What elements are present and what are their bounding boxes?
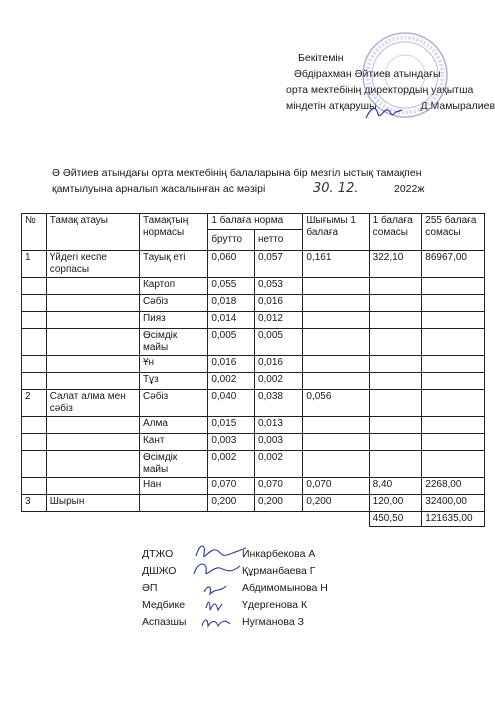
sum1-value — [369, 329, 422, 356]
director-name: Д.Мамыралиев — [420, 100, 495, 112]
header-num: № — [22, 214, 47, 251]
signature-name: Құрманбаева Г — [242, 565, 316, 577]
dish-name — [46, 295, 139, 312]
table-row — [22, 495, 485, 512]
yield-value — [303, 434, 369, 451]
total-sum1: 450,50 — [369, 512, 422, 527]
table-row — [22, 390, 485, 417]
table-row — [22, 356, 485, 373]
sum1-value — [369, 417, 422, 434]
sum1-value: 120,00 — [369, 495, 422, 512]
row-num: 2 — [22, 390, 47, 417]
table-header-row — [22, 214, 485, 230]
brutto-value: 0,070 — [208, 478, 255, 495]
ingredient: Картоп — [139, 278, 207, 295]
header-norm: Тамақтың нормасы — [139, 214, 207, 251]
header-sum1: 1 балаға сомасы — [369, 214, 422, 251]
sum1-value — [369, 312, 422, 329]
approval-line-2: Әбдірахман Әйтиев атындағы — [294, 68, 441, 80]
row-num — [22, 295, 47, 312]
header-name: Тамақ атауы — [46, 214, 139, 251]
netto-value: 0,016 — [254, 356, 302, 373]
ingredient: Пияз — [139, 312, 207, 329]
row-num — [22, 329, 47, 356]
brutto-value: 0,060 — [208, 251, 255, 278]
ingredient: Алма — [139, 417, 207, 434]
yield-value — [303, 451, 369, 478]
approval-position: міндетін атқарушы — [286, 100, 377, 112]
menu-year: 2022ж — [394, 183, 425, 195]
sum255-value — [422, 278, 485, 295]
sum255-value — [422, 434, 485, 451]
sum255-value — [422, 312, 485, 329]
sum255-value — [422, 295, 485, 312]
dish-name — [46, 373, 139, 390]
approval-line-1: Бекітемін — [298, 52, 344, 64]
sum1-value — [369, 295, 422, 312]
ingredient: Өсімдік майы — [139, 329, 207, 356]
sum255-value — [422, 356, 485, 373]
document-title — [52, 165, 462, 197]
signature-role: ДШЖО — [142, 565, 177, 577]
netto-value: 0,053 — [254, 278, 302, 295]
signature-role: ӘП — [142, 582, 158, 594]
yield-value — [303, 329, 369, 356]
dish-name: Үйдегі кеспе сорпасы — [46, 251, 139, 278]
table-row — [22, 329, 485, 356]
sum255-value — [422, 329, 485, 356]
total-sum255: 121635,00 — [422, 512, 485, 527]
title-line-2: қамтылуына арналып жасалынған ас мәзірі — [52, 183, 266, 195]
dish-name — [46, 356, 139, 373]
sum255-value — [422, 390, 485, 417]
netto-value: 0,038 — [254, 390, 302, 417]
signature-name: Нугманова З — [242, 616, 304, 628]
table-row — [22, 295, 485, 312]
signature-name: Абдимомынова Н — [242, 582, 328, 594]
brutto-value: 0,040 — [208, 390, 255, 417]
sum255-value: 2268,00 — [422, 478, 485, 495]
staff-signatures — [186, 540, 276, 632]
dish-name — [46, 329, 139, 356]
table-row — [22, 478, 485, 495]
dish-name — [46, 417, 139, 434]
row-num — [22, 417, 47, 434]
dish-name — [46, 312, 139, 329]
row-num — [22, 278, 47, 295]
header-brutto: брутто — [208, 230, 255, 251]
row-num — [22, 451, 47, 478]
netto-value: 0,070 — [254, 478, 302, 495]
sum1-value: 8,40 — [369, 478, 422, 495]
yield-value: 0,070 — [303, 478, 369, 495]
dish-name — [46, 478, 139, 495]
yield-value — [303, 373, 369, 390]
director-signature — [364, 100, 404, 124]
yield-value: 0,200 — [303, 495, 369, 512]
ingredient: Тұз — [139, 373, 207, 390]
ingredient: Нан — [139, 478, 207, 495]
netto-value: 0,200 — [254, 495, 302, 512]
sum255-value — [422, 373, 485, 390]
row-num — [22, 373, 47, 390]
table-row — [22, 434, 485, 451]
ingredient: Сәбіз — [139, 390, 207, 417]
brutto-value: 0,002 — [208, 373, 255, 390]
table-total-row — [22, 512, 485, 527]
sum255-value — [422, 417, 485, 434]
signature-name: Үдергенова К — [242, 599, 308, 611]
dish-name: Салат алма мен сәбіз — [46, 390, 139, 417]
row-num: 1 — [22, 251, 47, 278]
row-num — [22, 312, 47, 329]
menu-table — [21, 213, 485, 527]
yield-value — [303, 417, 369, 434]
dish-name — [46, 451, 139, 478]
header-yield: Шығымы 1 балаға — [303, 214, 369, 251]
brutto-value: 0,002 — [208, 451, 255, 478]
title-line-1: Ә Әйтиев атындағы орта мектебінің балаларына бір мезгіл ыстық тамақпен — [52, 167, 422, 179]
netto-value: 0,016 — [254, 295, 302, 312]
signature-role: Медбике — [142, 599, 186, 611]
table-row — [22, 278, 485, 295]
header-per-child: 1 балаға норма — [208, 214, 303, 230]
row-num — [22, 478, 47, 495]
table-row — [22, 451, 485, 478]
sum1-value — [369, 373, 422, 390]
yield-value — [303, 295, 369, 312]
ingredient: Өсімдік майы — [139, 451, 207, 478]
signature-name: Инкарбекова А — [242, 548, 316, 560]
header-netto: нетто — [254, 230, 302, 251]
row-num — [22, 434, 47, 451]
brutto-value: 0,018 — [208, 295, 255, 312]
sum1-value — [369, 356, 422, 373]
approval-line-3: орта мектебінің директордың уақытша — [286, 84, 474, 96]
netto-value: 0,002 — [254, 451, 302, 478]
brutto-value: 0,005 — [208, 329, 255, 356]
table-row — [22, 417, 485, 434]
sum1-value — [369, 434, 422, 451]
ingredient: Кант — [139, 434, 207, 451]
netto-value: 0,005 — [254, 329, 302, 356]
signature-role: Аспазшы — [142, 616, 187, 628]
row-num — [22, 356, 47, 373]
dish-name — [46, 278, 139, 295]
table-row — [22, 312, 485, 329]
signature-role: ДТЖО — [142, 548, 174, 560]
brutto-value: 0,003 — [208, 434, 255, 451]
table-row — [22, 251, 485, 278]
netto-value: 0,012 — [254, 312, 302, 329]
ingredient: Сәбіз — [139, 295, 207, 312]
dish-name — [46, 434, 139, 451]
sum255-value: 32400,00 — [422, 495, 485, 512]
ingredient: Тауық еті — [139, 251, 207, 278]
yield-value — [303, 278, 369, 295]
netto-value: 0,057 — [254, 251, 302, 278]
sum255-value: 86967,00 — [422, 251, 485, 278]
header-sum255: 255 балаға сомасы — [422, 214, 485, 251]
sum255-value — [422, 451, 485, 478]
yield-value — [303, 356, 369, 373]
sum1-value — [369, 278, 422, 295]
ingredient: Ұн — [139, 356, 207, 373]
ingredient — [139, 495, 207, 512]
sum1-value — [369, 451, 422, 478]
brutto-value: 0,014 — [208, 312, 255, 329]
netto-value: 0,002 — [254, 373, 302, 390]
netto-value: 0,013 — [254, 417, 302, 434]
yield-value — [303, 312, 369, 329]
row-num: 3 — [22, 495, 47, 512]
menu-date: 30. 12. — [313, 181, 359, 196]
netto-value: 0,003 — [254, 434, 302, 451]
yield-value: 0,056 — [303, 390, 369, 417]
total-spacer — [22, 512, 370, 527]
brutto-value: 0,200 — [208, 495, 255, 512]
brutto-value: 0,015 — [208, 417, 255, 434]
sum1-value: 322,10 — [369, 251, 422, 278]
sum1-value — [369, 390, 422, 417]
yield-value: 0,161 — [303, 251, 369, 278]
dish-name: Шырын — [46, 495, 139, 512]
brutto-value: 0,055 — [208, 278, 255, 295]
brutto-value: 0,016 — [208, 356, 255, 373]
table-row — [22, 373, 485, 390]
